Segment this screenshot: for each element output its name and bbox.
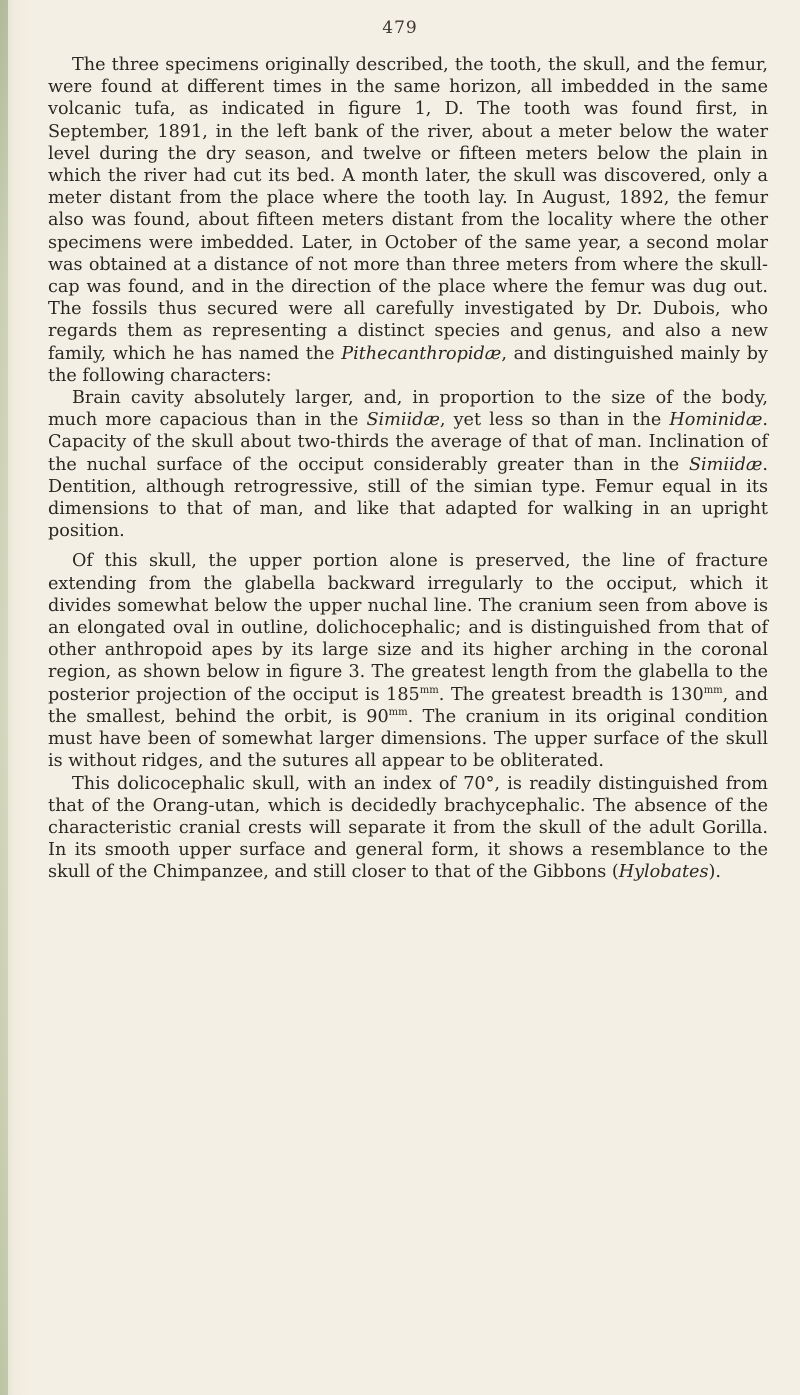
- paragraph-text: The three specimens originally described, the tooth, the skull, and the femur, were found at different times in the same horizon, all imbedded in the same volcanic tufa, as indicated in figure 1, D. The tooth was found first, in September, 1891, in the left bank of the river, about a meter below the water level during the dry season, and twelve or fifteen meters below the plain in which the river had cut its bed. A month later, the skull was discovered, only a meter distant from the place where the tooth lay. In August, 1892, the femur also was found, about fifteen meters distant from the locality where the other specimens were imbedded. Later, in October of the same year, a second molar was obtained at a distance of not more than three meters from where the skull-cap was found, and in the direction of the place where the femur was dug out. The fossils thus secured were all carefully investigated by Dr. Dubois, who regards them as representing a distinct species and genus, and also a new family, which he has named the: [48, 55, 768, 364]
- paragraph-text: This dolicocephalic skull, with an index of 70°, is readily distinguished from that of the Orang-utan, which is decidedly brachycephalic. The absence of the characteristic cranial crests will separate it from the skull of the adult Gorilla. In its smooth upper surface and general form, it shows a resemblance to the skull of the Chimpanzee, and still closer to that of the Gibbons (: [48, 773, 768, 883]
- paragraph-text: . The cranium in its original condition must have been of somewhat larger dimensions. The upper surface of the skull is without ridges, and the sutures all appear to be obliterated.: [48, 706, 768, 772]
- paragraph-skull: [48, 550, 768, 772]
- unit-superscript: mm: [703, 684, 723, 696]
- paragraph-text: Brain cavity absolutely larger, and, in proportion to the size of the body, much more capacious than in the: [48, 388, 768, 431]
- unit-superscript: mm: [388, 707, 408, 719]
- genus-name: Hylobates: [618, 862, 709, 883]
- paragraph-text: , and distinguished mainly by the following characters:: [48, 343, 768, 386]
- page-number: 479: [382, 18, 418, 38]
- paragraph-comparison: [48, 773, 768, 884]
- paragraph-text: ).: [708, 862, 721, 883]
- body-text: [48, 54, 768, 884]
- page-edge-stain: [0, 0, 8, 1395]
- unit-superscript: mm: [419, 684, 439, 696]
- family-name: Pithecanthropidæ: [341, 343, 502, 364]
- taxon-name: Simiidæ: [366, 410, 440, 431]
- paragraph-text: , yet less so than in the: [439, 410, 670, 431]
- paragraph-text: . The greatest breadth is 130: [438, 684, 704, 705]
- paragraph-text: . Dentition, although retrogressive, still of the simian type. Femur equal in its dimensions to that of man, and like that adapted for walking in an upright position.: [48, 454, 768, 542]
- taxon-name: Hominidæ: [669, 410, 763, 431]
- paragraph-text: Of this skull, the upper portion alone is preserved, the line of fracture extending from the glabella backward irregularly to the occiput, which it divides somewhat below the upper nuchal line. The cranium seen from above is an elongated oval in outline, dolichocephalic; and is distinguished from that of other anthropoid apes by its large size and its higher arching in the coronal region, as shown below in figure 3. The greatest length from the glabella to the posterior projection of the occiput is 185: [48, 551, 768, 705]
- taxon-name: Simiidæ: [688, 454, 763, 475]
- paragraph-characters: [48, 387, 768, 542]
- paragraph-specimens: [48, 54, 768, 387]
- paragraph-text: , and the smallest, behind the orbit, is 90: [48, 684, 768, 727]
- paragraph-text: . Capacity of the skull about two-thirds the average of that of man. Inclination of the nuchal surface of the occiput considerably greater than in the: [48, 410, 769, 475]
